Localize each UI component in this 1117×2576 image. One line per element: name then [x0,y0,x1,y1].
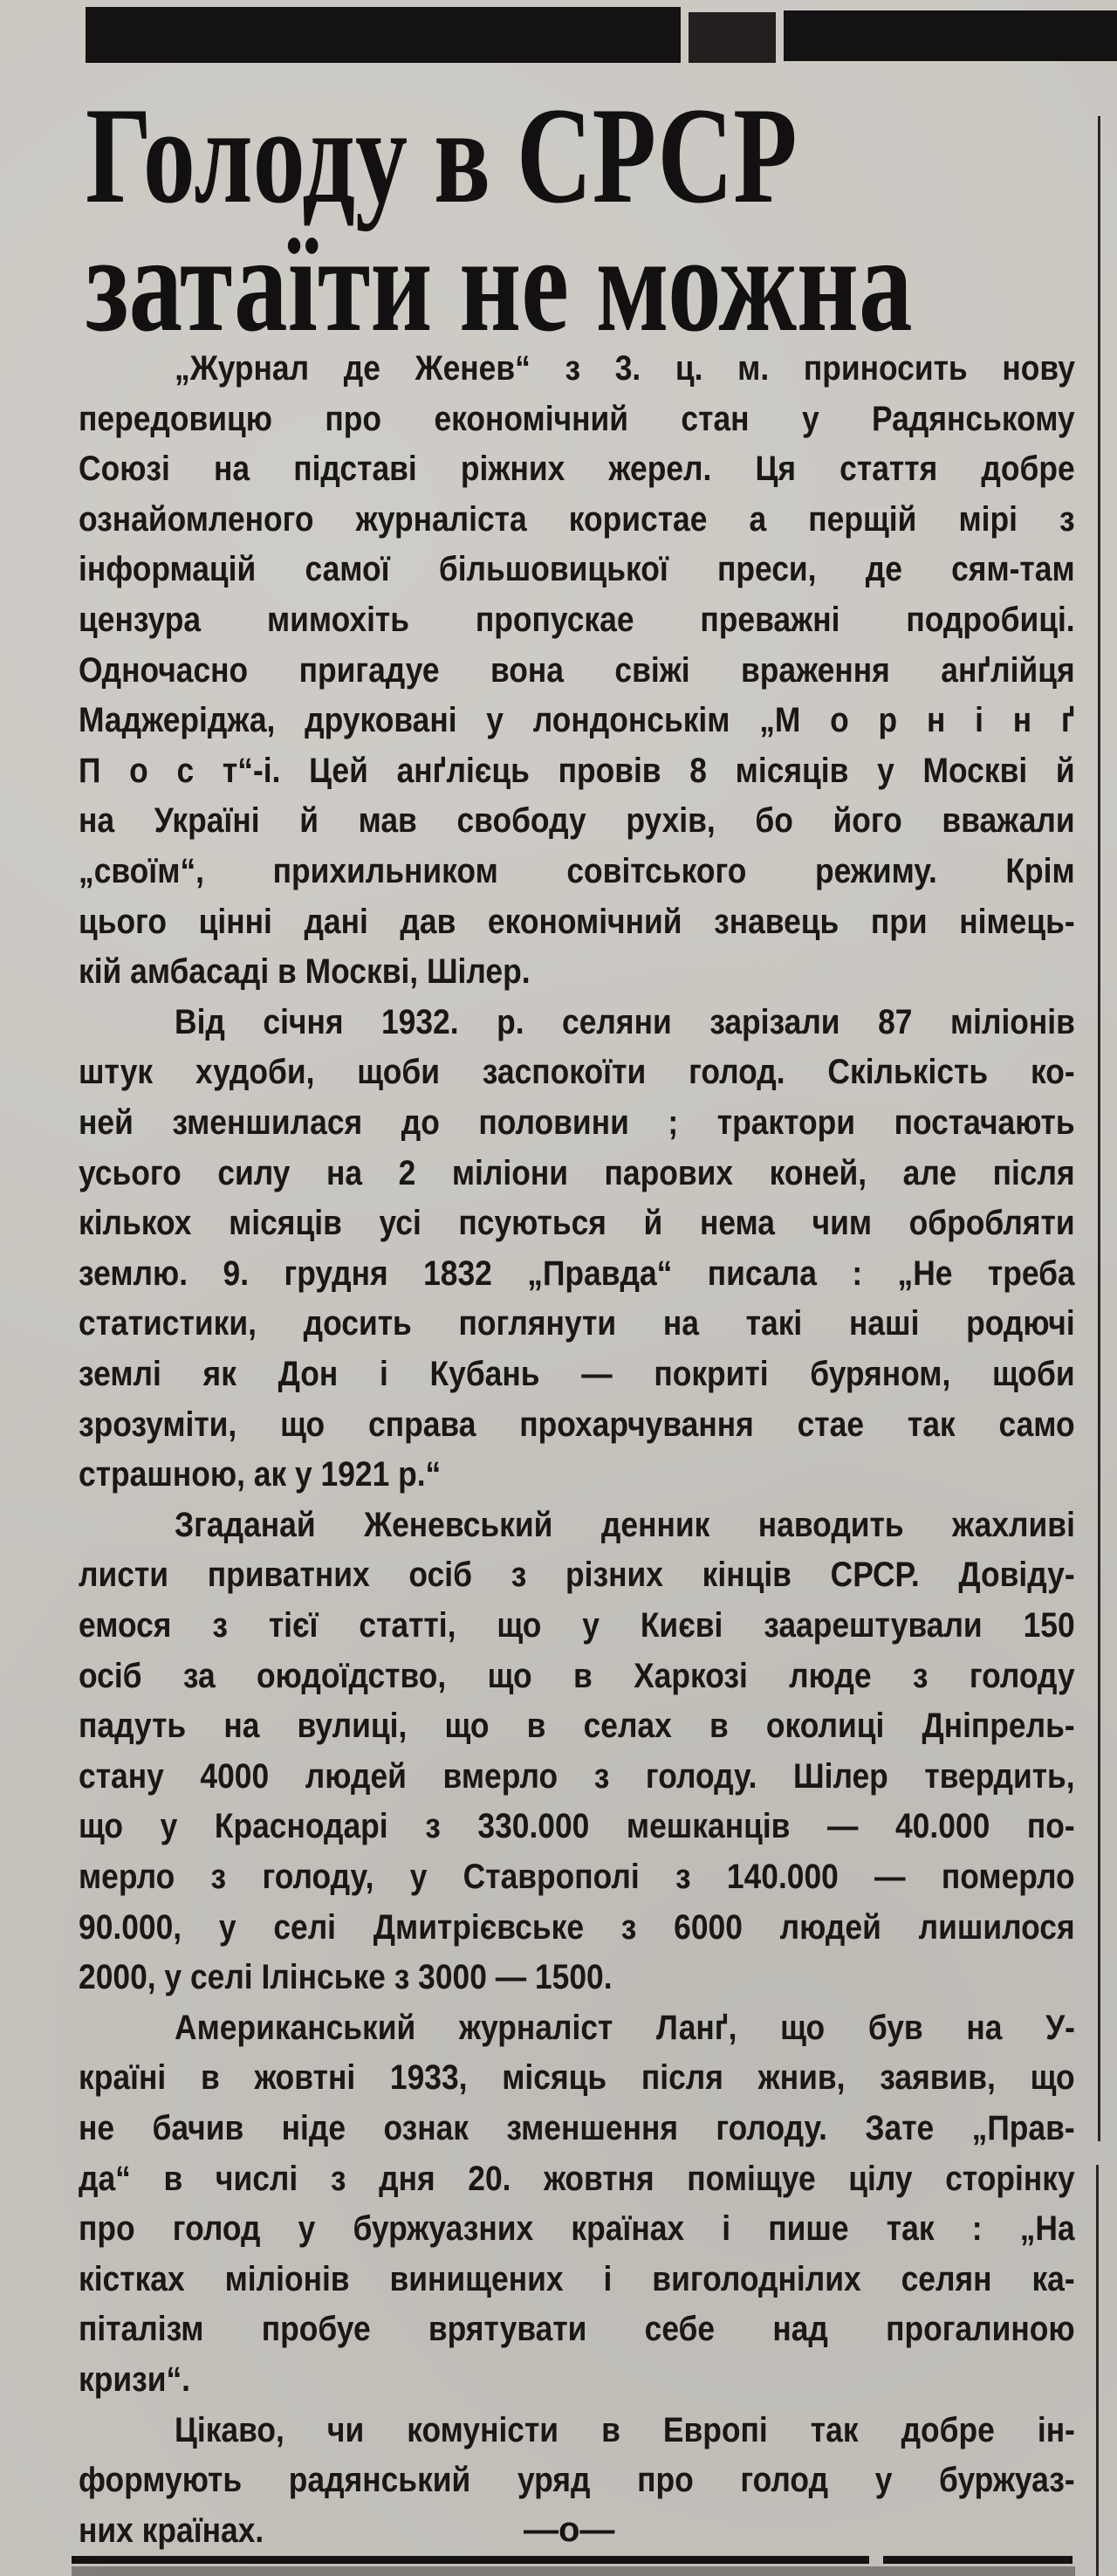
article-line: зрозуміти, що справа прохарчування стае так само [79,1405,1075,1444]
article-line: падуть на вулиці, що в селах в околиці Дніпрель- [79,1707,1075,1746]
article-line: Маджеріджа, друковані у лондонськім „М о р н і н ґ [79,701,1075,740]
article-line: Від січня 1932. р. селяни зарізали 87 міліонів [175,1002,1075,1041]
article-line: інформацій самої більшовицької преси, де сям-там [79,550,1075,589]
article-line: цензура мимохіть пропускае преважні подробиці. [79,601,1075,639]
article-line: кризи“. [79,2360,191,2399]
top-rule-bar [86,7,681,63]
article-line: ознайомленого журналіста користае а перщій мірі з [79,499,1075,539]
article-line: Згаданай Женевський денник наводить жахливі [175,1505,1075,1544]
article-line: П о с т“-і. Цей анґлієць провів 8 місяців у Москві й [79,751,1075,790]
article-line: на Україні й мав свободу рухів, бо його вважали [79,801,1075,841]
article-line: країні в жовтні 1933, місяць після жнив, заявив, що [79,2058,1075,2098]
column-rule [1098,116,1100,2141]
article-line: кількох місяців усі псуються й нема чим обробляти [79,1204,1075,1243]
article-line: що у Краснодарі з 330.000 мешканців — 40.000 по- [79,1807,1075,1846]
article-line: землю. 9. грудня 1832 „Правда“ писала : „Не треба [79,1254,1075,1293]
article-line: Союзі на підставі ріжних жерел. Ця стаття добре [79,450,1075,489]
article-line: цього цінні дані дав економічний знавець при німець- [79,902,1075,941]
article-line: осіб за оюдоїдство, що в Харкозі люде з голоду [79,1656,1075,1695]
article-line: формують радянський уряд про голод у буржуаз- [79,2461,1075,2500]
article-line: Американський журналіст Ланґ, що був на У- [175,2008,1075,2047]
article-line: 2000, у селі Ілінське з 3000 — 1500. [79,1958,613,1997]
article-line: передовицю про економічний стан у Радянському [79,399,1075,438]
article-line: Одночасно пригадуе вона свіжі враження анґлійця [79,650,1075,690]
article-line: піталізм пробуе врятувати себе над прогалиною [79,2310,1075,2349]
bottom-rule-bar [72,2556,869,2564]
article-line: усього силу на 2 міліони парових коней, але після [79,1153,1075,1192]
article-line: „Журнал де Женев“ з 3. ц. м. приносить нову [175,349,1075,388]
article-line: землі як Дон і Кубань — покриті буряном, щоби [79,1355,1075,1393]
end-mark: —о— [524,2511,615,2549]
article-line: статистики, досить поглянути на такі наші родючі [79,1304,1075,1343]
article-line: листи приватних осіб з різних кінців СРСР. Довіду- [79,1556,1075,1595]
article-line: не бачив ніде ознак зменшення голоду. Зате „Прав- [79,2109,1075,2147]
next-article-fragment [72,2566,1075,2576]
article-line: Цікаво, чи комуністи в Европі так добре ін- [175,2410,1075,2449]
top-rule-bar [784,10,1117,61]
article-line: „своїм“, прихильником совітського режиму. Крім [79,852,1075,890]
article-line: страшною, ак у 1921 р.“ [79,1455,442,1494]
headline-line-1: Голоду в СРСР [86,79,798,232]
bottom-rule-bar [883,2556,1072,2564]
article-line: штук худоби, щоби заспокоїти голод. Скількість ко- [79,1053,1075,1092]
article-line: кістках міліонів винищених і виголоднілих селян ка- [79,2259,1075,2298]
column-rule [1096,2165,1099,2576]
article-line: да“ в числі з дня 20. жовтня поміщуе цілу сторінку [79,2159,1075,2198]
article-line: ней зменшилася до половини ; трактори постачають [79,1103,1075,1142]
article-line: стану 4000 людей вмерло з голоду. Шілер твердить, [79,1756,1075,1796]
headline-line-2: затаїти не можна [86,208,913,361]
article-line: них країнах. [79,2511,264,2550]
article-line: мерло з голоду, у Ставрополі з 140.000 — померло [79,1858,1075,1896]
top-rule-bar [689,12,776,63]
article-line: емося з тієї статті, що у Києві заарештували 150 [79,1606,1075,1645]
article-line: 90.000, у селі Дмитрієвське з 6000 людей лишилося [79,1907,1075,1947]
article-line: про голод у буржуазних країнах і пише так : „На [79,2209,1075,2249]
article-line: кій амбасаді в Москві, Шілер. [79,952,531,992]
